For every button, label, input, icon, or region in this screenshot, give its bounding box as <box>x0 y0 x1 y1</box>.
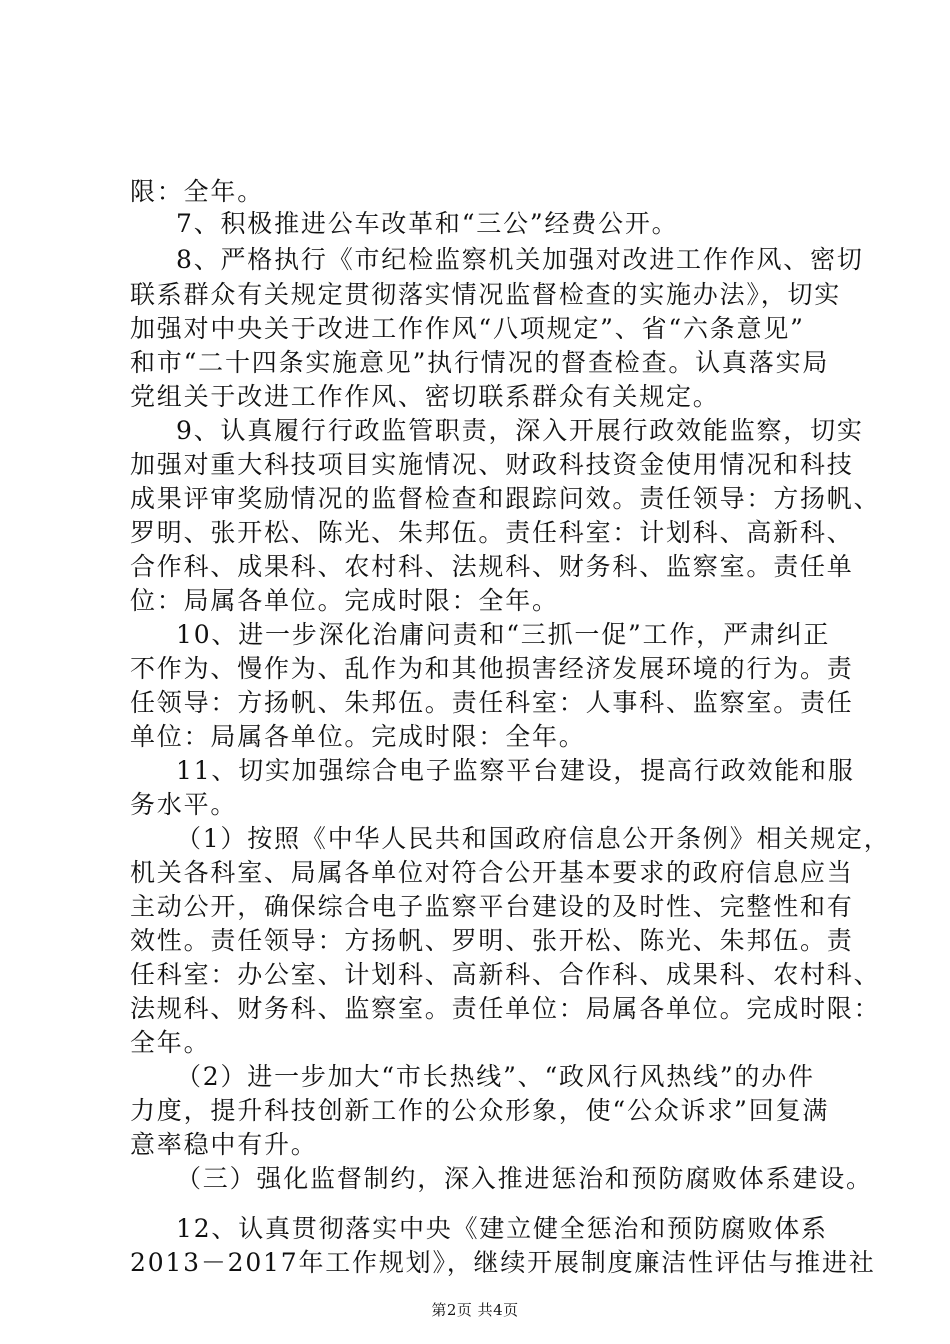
page-footer: 第2页 共4页 <box>431 1301 519 1319</box>
paragraph-line: 加强对中央关于改进工作作风“八项规定”、省“六条意见” <box>130 314 805 343</box>
paragraph-line: 罗明、张开松、陈光、朱邦伍。责任科室：计划科、高新科、 <box>130 518 854 547</box>
section-heading: （三）强化监督制约，深入推进惩治和预防腐败体系建设。 <box>176 1164 873 1193</box>
paragraph-line: （1）按照《中华人民共和国政府信息公开条例》相关规定， <box>176 824 891 853</box>
paragraph-line: 限：全年。 <box>130 177 265 206</box>
paragraph-line: 任科室：办公室、计划科、高新科、合作科、成果科、农村科、 <box>130 960 881 989</box>
paragraph-line: 党组关于改进工作作风、密切联系群众有关规定。 <box>130 382 720 411</box>
paragraph-line: 9、认真履行行政监管职责，深入开展行政效能监察，切实 <box>176 416 864 445</box>
paragraph-line: 2013－2017年工作规划》，继续开展制度廉洁性评估与推进社 <box>130 1248 876 1277</box>
paragraph-line: 位：局属各单位。完成时限：全年。 <box>130 586 559 615</box>
paragraph-line: 12、认真贯彻落实中央《建立健全惩治和预防腐败体系 <box>176 1214 828 1243</box>
paragraph-line: 主动公开，确保综合电子监察平台建设的及时性、完整性和有 <box>130 892 854 921</box>
paragraph-line: 意率稳中有升。 <box>130 1130 318 1159</box>
paragraph-line: 联系群众有关规定贯彻落实情况监督检查的实施办法》，切实 <box>130 280 842 309</box>
paragraph-line: 和市“二十四条实施意见”执行情况的督查检查。认真落实局 <box>130 348 830 377</box>
paragraph-line: 法规科、财务科、监察室。责任单位：局属各单位。完成时限： <box>130 994 881 1023</box>
paragraph-line: 不作为、慢作为、乱作为和其他损害经济发展环境的行为。责 <box>130 654 854 683</box>
paragraph-line: 务水平。 <box>130 790 238 819</box>
paragraph-line: 合作科、成果科、农村科、法规科、财务科、监察室。责任单 <box>130 552 854 581</box>
paragraph-line: 单位：局属各单位。完成时限：全年。 <box>130 722 586 751</box>
paragraph-line: 全年。 <box>130 1028 211 1057</box>
paragraph-line: 力度，提升科技创新工作的公众形象，使“公众诉求”回复满 <box>130 1096 830 1125</box>
paragraph-line: 加强对重大科技项目实施情况、财政科技资金使用情况和科技 <box>130 450 854 479</box>
paragraph-line: 成果评审奖励情况的监督检查和跟踪问效。责任领导：方扬帆、 <box>130 484 881 513</box>
paragraph-line: 机关各科室、局属各单位对符合公开基本要求的政府信息应当 <box>130 858 854 887</box>
paragraph-line: 效性。责任领导：方扬帆、罗明、张开松、陈光、朱邦伍。责 <box>130 926 854 955</box>
paragraph-line: 8、严格执行《市纪检监察机关加强对改进工作作风、密切 <box>176 245 864 274</box>
paragraph-line: （2）进一步加大“市长热线”、“政风行风热线”的办件 <box>176 1062 815 1091</box>
paragraph-line: 7、积极推进公车改革和“三公”经费公开。 <box>176 209 679 238</box>
paragraph-line: 任领导：方扬帆、朱邦伍。责任科室：人事科、监察室。责任 <box>130 688 854 717</box>
paragraph-line: 10、进一步深化治庸问责和“三抓一促”工作，严肃纠正 <box>176 620 831 649</box>
paragraph-line: 11、切实加强综合电子监察平台建设，提高行政效能和服 <box>176 756 855 785</box>
